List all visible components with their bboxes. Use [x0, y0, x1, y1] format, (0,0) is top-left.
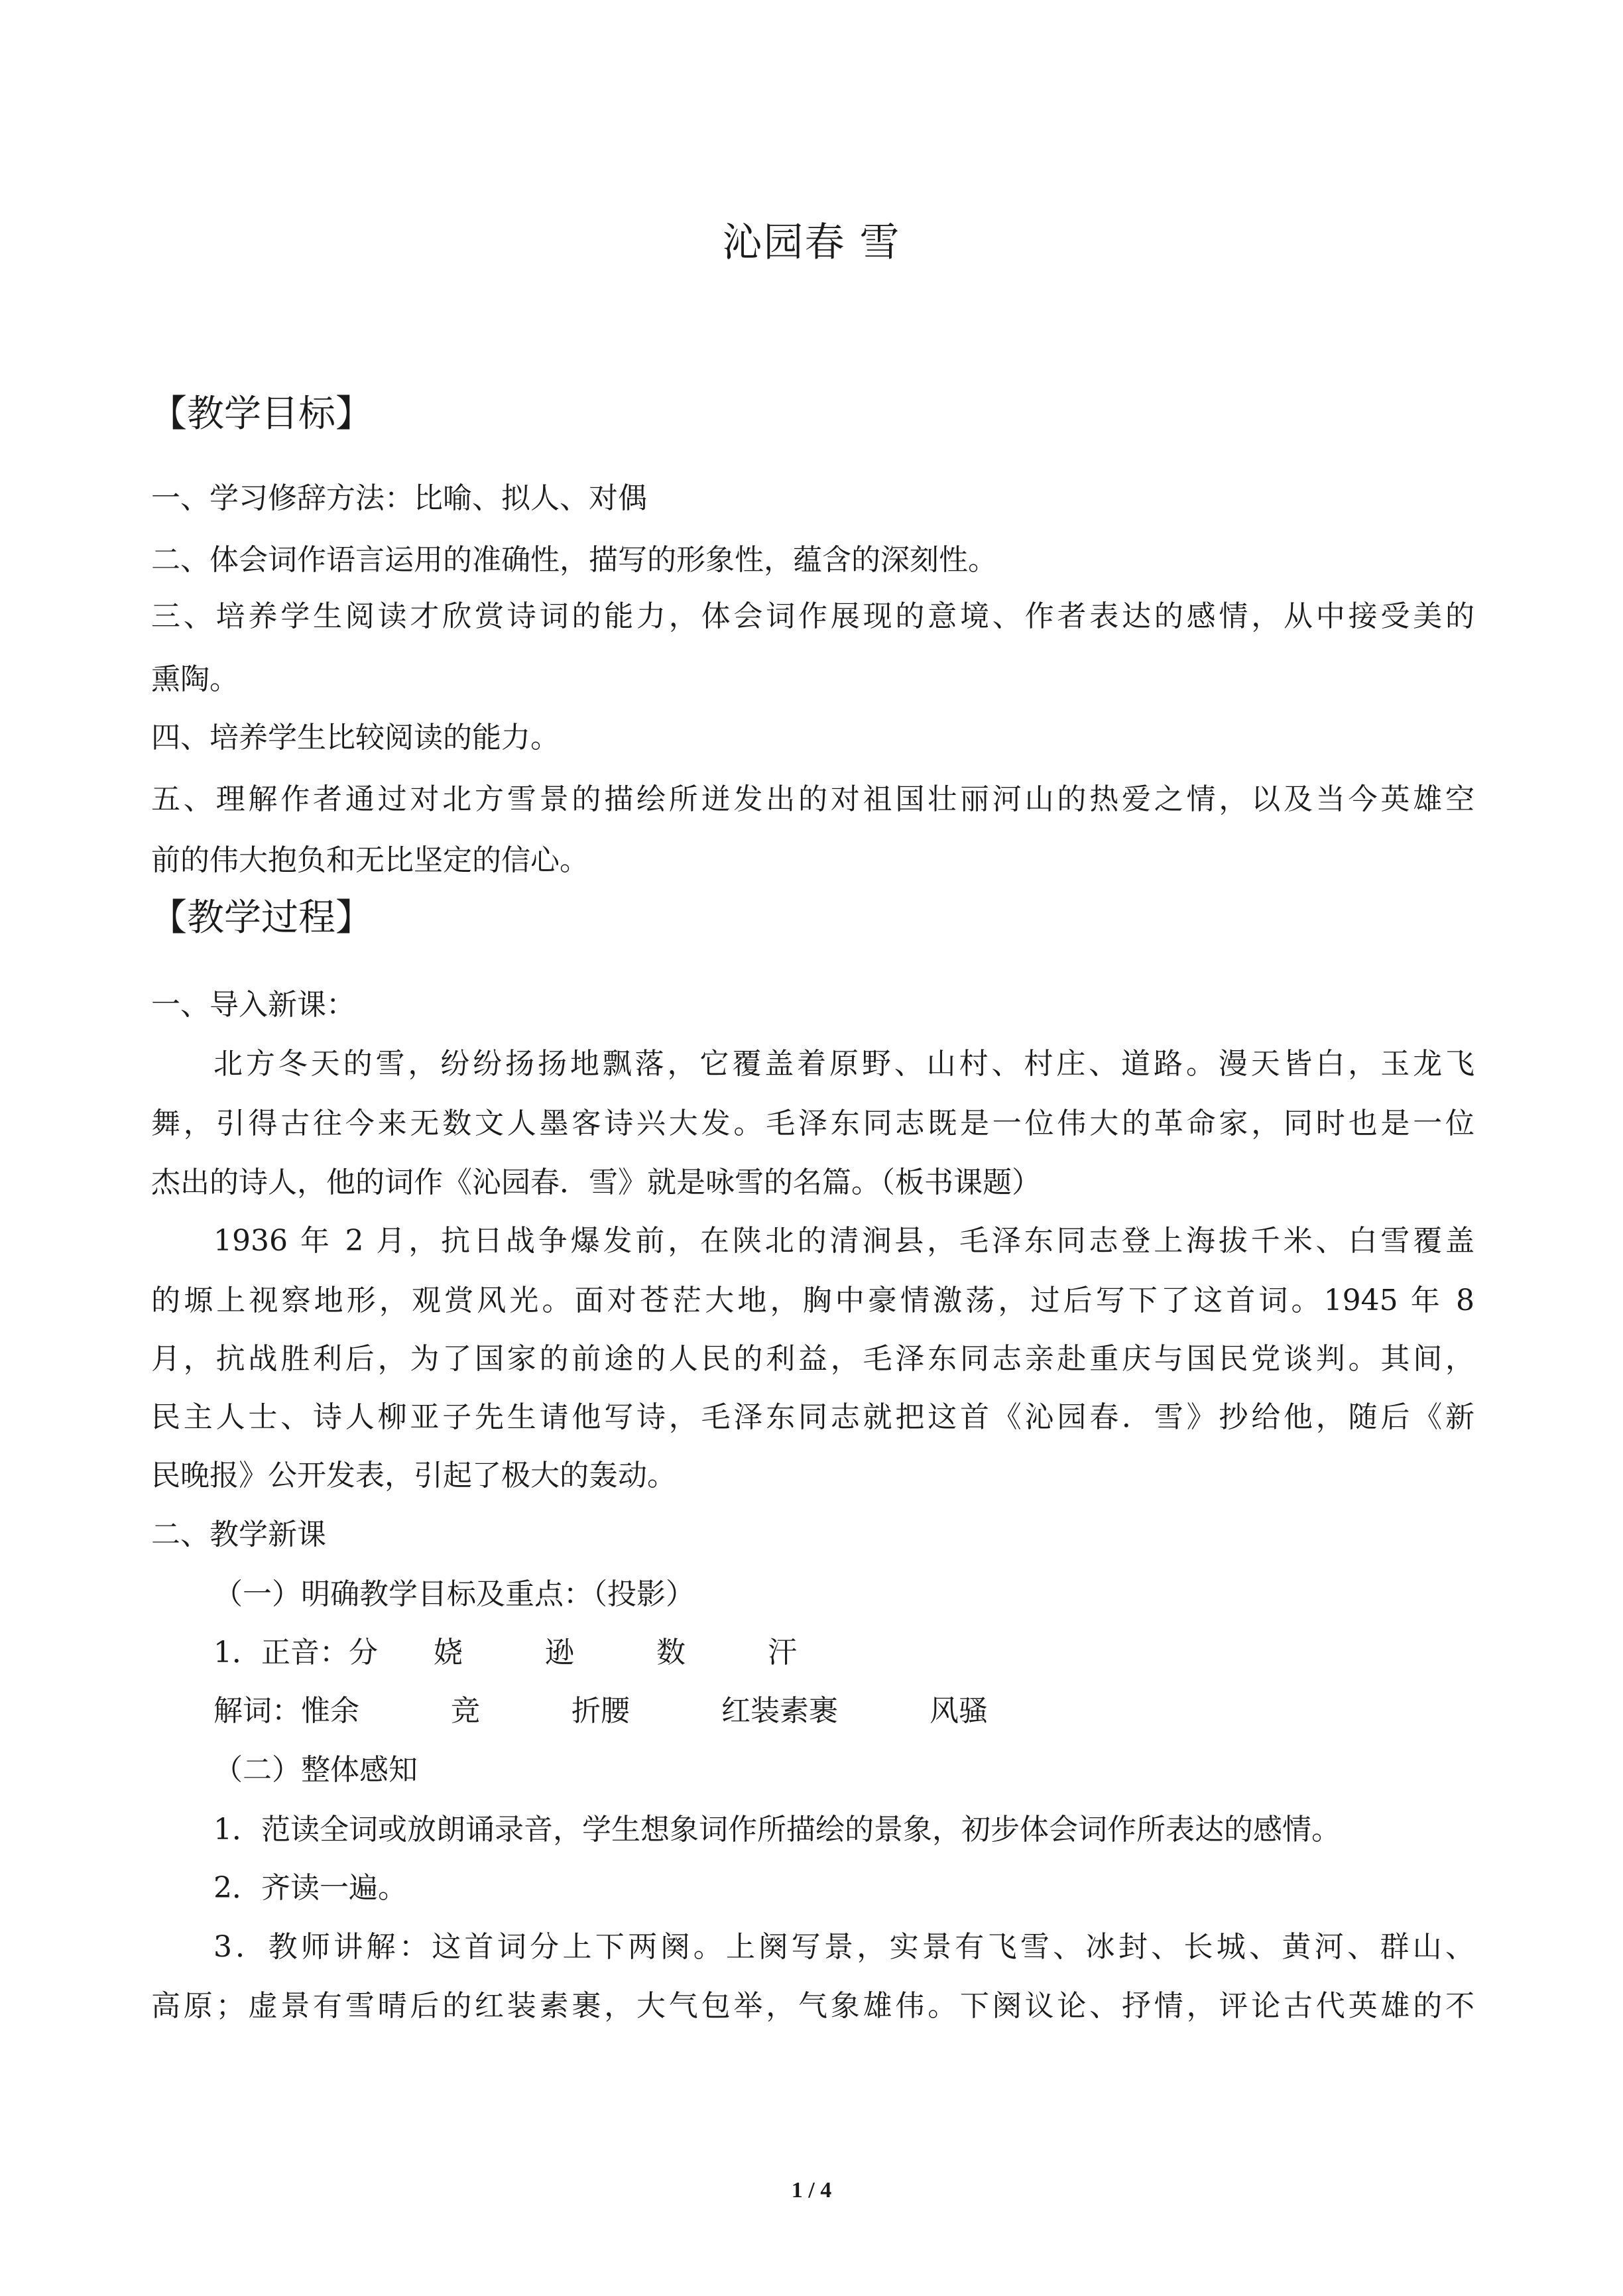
process-heading: 【教学过程】	[150, 896, 373, 939]
goal-5-cont: 前的伟大抱负和无比坚定的信心。	[151, 843, 589, 877]
page-title: 沁园春 雪	[722, 219, 901, 266]
step-2: 2．齐读一遍。	[213, 1871, 407, 1905]
intro-para1-line3: 杰出的诗人，他的词作《沁园春．雪》就是咏雪的名篇。（板书课题）	[151, 1166, 1041, 1199]
goal-3: 三、培养学生阅读才欣赏诗词的能力，体会词作展现的意境、作者表达的感情，从中接受美的	[151, 599, 1474, 633]
pronunciation-word: 汗	[768, 1636, 797, 1669]
vocab-word: 折腰	[571, 1694, 630, 1728]
pronunciation-word: 逊	[545, 1636, 574, 1669]
step-3-line2: 高原；虚景有雪晴后的红装素裹，大气包举，气象雄伟。下阕议论、抒情，评论古代英雄的不	[151, 1989, 1474, 2023]
goals-heading: 【教学目标】	[150, 393, 373, 436]
intro-para1-line2: 舞，引得古往今来无数文人墨客诗兴大发。毛泽东同志既是一位伟大的革命家，同时也是一位	[151, 1107, 1474, 1140]
page-number: 1 / 4	[791, 2178, 832, 2203]
vocab-word: 竞	[451, 1694, 480, 1728]
intro-para2-line1: 1936 年 2 月，抗日战争爆发前，在陕北的清涧县，毛泽东同志登上海拔千米、白雪覆盖	[213, 1224, 1474, 1258]
vocab-word: 风骚	[930, 1694, 988, 1728]
intro-label: 一、导入新课：	[151, 988, 355, 1022]
goal-1: 一、学习修辞方法：比喻、拟人、对偶	[151, 481, 647, 515]
goal-2: 二、体会词作语言运用的准确性，描写的形象性，蕴含的深刻性。	[151, 543, 997, 577]
intro-para2-line4: 民主人士、诗人柳亚子先生请他写诗，毛泽东同志就把这首《沁园春．雪》抄给他，随后《新	[151, 1400, 1474, 1434]
vocab-word: 红装素裹	[721, 1694, 838, 1728]
pronunciation-word: 娆	[434, 1636, 463, 1669]
sub-heading-1: （一）明确教学目标及重点：（投影）	[213, 1577, 695, 1611]
goal-4: 四、培养学生比较阅读的能力。	[151, 721, 560, 755]
intro-para2-line5: 民晚报》公开发表，引起了极大的轰动。	[151, 1459, 676, 1492]
vocab-line	[213, 1691, 1537, 1731]
sub-heading-2: （二）整体感知	[213, 1753, 418, 1787]
goal-3-cont: 熏陶。	[151, 662, 239, 696]
intro-para1-line1: 北方冬天的雪，纷纷扬扬地飘落，它覆盖着原野、山村、村庄、道路。漫天皆白，玉龙飞	[213, 1047, 1474, 1081]
step-3-line1: 3．教师讲解：这首词分上下两阕。上阕写景，实景有飞雪、冰封、长城、黄河、群山、	[213, 1930, 1474, 1964]
step-1: 1．范读全词或放朗诵录音，学生想象词作所描绘的景象，初步体会词作所表达的感情。	[213, 1813, 1341, 1846]
goal-5: 五、理解作者通过对北方雪景的描绘所迸发出的对祖国壮丽河山的热爱之情，以及当今英雄空	[151, 782, 1474, 816]
intro-para2-line3: 月，抗战胜利后，为了国家的前途的人民的利益，毛泽东同志亲赴重庆与国民党谈判。其间，	[151, 1342, 1474, 1376]
pronunciation-word: 数	[656, 1636, 686, 1669]
vocab-label: 解词：惟余	[213, 1694, 359, 1728]
pronunciation-label: 1．正音：分	[213, 1636, 378, 1669]
pronunciation-line	[213, 1633, 1537, 1673]
new-lesson-label: 二、教学新课	[151, 1518, 326, 1551]
intro-para2-line2: 的塬上视察地形，观赏风光。面对苍茫大地，胸中豪情激荡，过后写下了这首词。1945 年 8	[151, 1284, 1474, 1317]
